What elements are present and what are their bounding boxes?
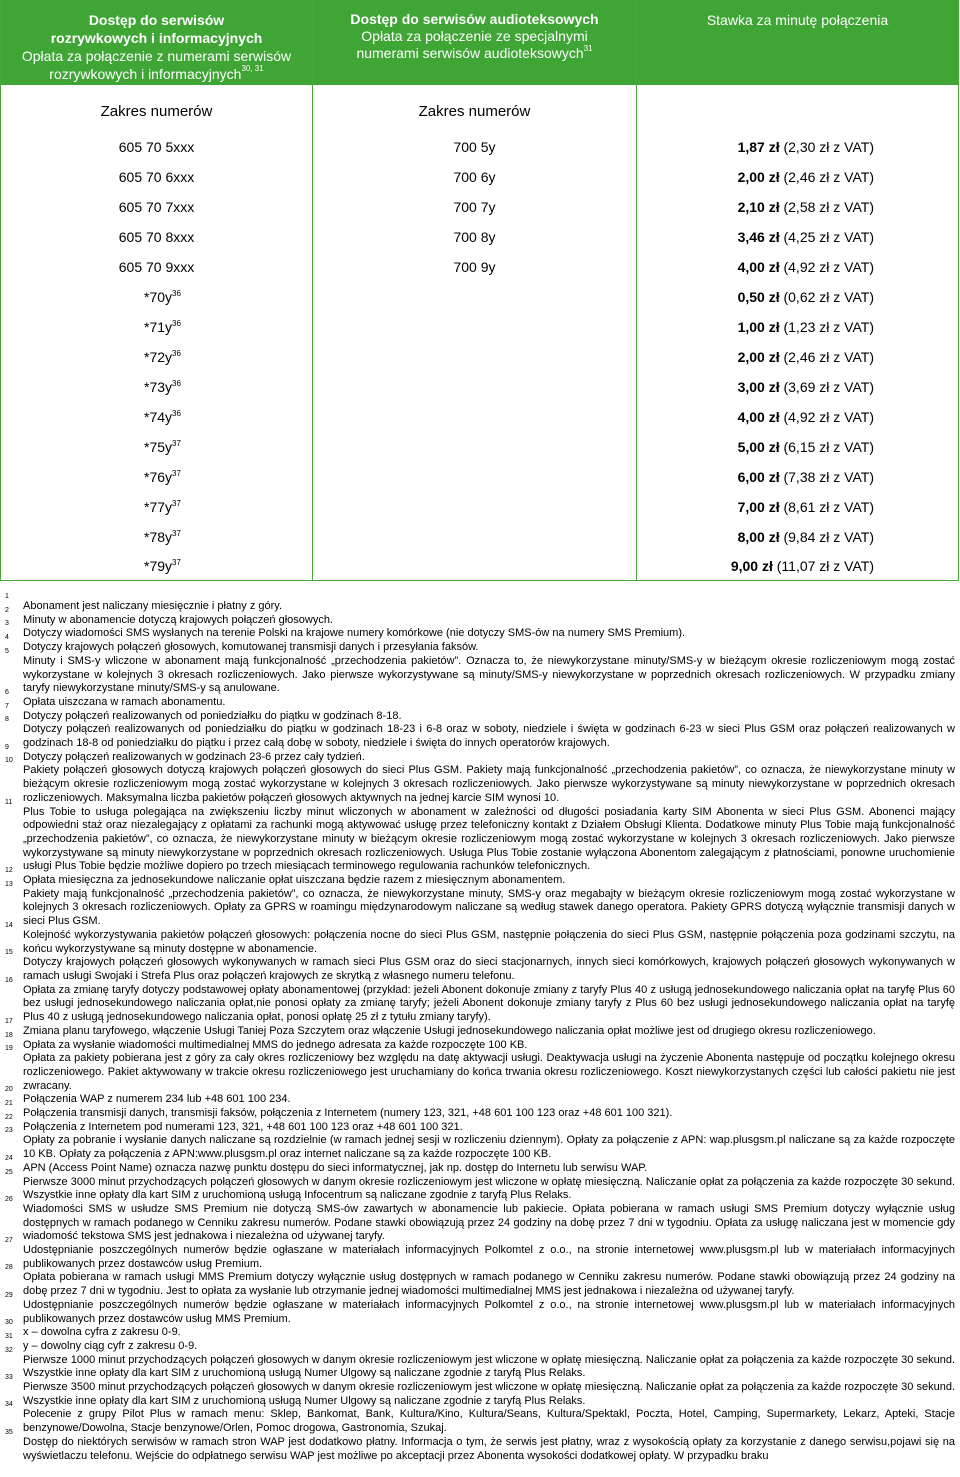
table-row [1,552,959,581]
footnote-text: Dostęp do niektórych serwisów w ramach stron WAP jest dodatkowo płatny. Informacja o tym, że serwis jest płatny, wraz z wysokością opłaty za korzystanie z danego serwisu,pojawi się na wyświetlaczu telefonu. Wejście do odpłatnego serwisu WAP jest możliwe po akceptacji przez Abonenta wysokości dodatkowej opłaty. W przypadku braku [23,1435,955,1462]
footnote-text: Pierwsze 3000 minut przychodzących połączeń głosowych w danym okresie rozliczeniowym jest wliczone w opłatę miesięczną. Naliczanie opłat za połączenia za każde rozpoczęte 30 sekund. Wszystkie inne opłaty dla kart SIM z uruchomioną usługą Infocentrum są naliczane zgodnie z taryfą Plus Relaks. [23,1175,955,1202]
table-row [1,432,959,462]
footnote-number: 12 [5,867,13,875]
star-code: $*72y^{36}$ [1,342,313,372]
footnote-text: Pierwsze 3500 minut przychodzących połączeń głosowych w danym okresie rozliczeniowym jest wliczone w opłatę miesięczną. Naliczanie opłat za połączenia za każde rozpoczęte 30 sekund. Wszystkie inne opłaty dla kart SIM z uruchomioną usługą Numer Ulgowy są naliczane zgodnie z taryfą Plus Relaks. [23,1381,955,1407]
header-col-rate: Stawka za minutę połączenia [637,0,959,85]
footnote-number: 31 [5,1332,13,1340]
footnote-number: 9 [5,743,9,751]
table-row [1,282,959,312]
footnote [5,1086,955,1107]
footnote [5,1195,955,1244]
footnote-number: 5 [5,647,9,655]
rate-cell: 3,00 zł (3,69 zł z VAT) [637,372,959,402]
footnote-text: Abonament jest naliczany miesięcznie i płatny z góry. [23,600,283,612]
footnotes [5,593,955,1463]
table-row [1,522,959,552]
footnote-text: Dotyczy połączeń realizowanych od poniedziałku do piątku w godzinach 8-18. [23,709,402,722]
number-range-entertainment: 605 70 6xxx [1,162,313,192]
footnote-text: Opłata za pakiety pobierana jest z góry za cały okres rozliczeniowy bez względu na datę aktywacji usługi. Deaktywacja usługi na życzenie Abonenta następuje od początku kolejnego okresu rozliczeniowego. Pakiet aktywowany w trakcie okresu rozliczeniowego jest uruchamiany do końca trwania okresu rozliczeniowego. Koszt niewykorzystanych części lub całości pakietu nie jest zwracany. [23,1052,955,1092]
footnote [5,702,955,724]
rate-cell: 4,00 zł (4,92 zł z VAT) [637,402,959,432]
footnote-number: 32 [5,1346,13,1354]
footnote-number: 19 [5,1045,13,1053]
table-row [1,192,959,222]
number-range-entertainment: 605 70 8xxx [1,222,313,252]
footnote-number: 10 [5,757,13,765]
table-row [1,372,959,402]
footnote-text: Pakiety połączeń głosowych dotyczą krajowych połączeń głosowych do sieci Plus GSM. Pakiety mają funkcjonalność „przechodzenia pakietów”, co oznacza, że niewykorzystane minuty w bieżącym okresie rozliczeniowym mogą zostać wykorzystane w kolejnych 3 okresach rozliczeniowych. Jako pierwsze wykorzystywane są minuty niewykorzystane w poprzednich okresach rozliczeniowych. Maksymalna liczba pakietów połączeń głosowych aktywnych na jednej karcie SIM wynosi 10. [23,764,955,804]
footnote-text: Opłaty za pobranie i wysłanie danych naliczane są rozdzielnie (w ramach jednej sesji w rozliczeniu dziennym). Opłaty za połączenie z APN: wap.plusgsm.pl naliczane są za każde rozpoczęte 10 KB. Opłaty za połączenia z APN:www.plusgsm.pl oraz internet naliczane są za każde rozpoczęte 100 KB. [23,1134,955,1161]
number-range-entertainment: 605 70 5xxx [1,132,313,162]
footnote-text: Połączenia z Internetem pod numerami 123, 321, +48 601 100 123 oraz +48 601 100 321. [23,1120,463,1133]
footnote-text: Opłata miesięczna za jednosekundowe naliczanie opłat uiszczana będzie razem z miesięcznym abonamentem. [23,874,566,887]
table-header [1,0,959,85]
footnote-text: Dotyczy wiadomości SMS wysłanych na terenie Polski na krajowe numery komórkowe (nie dotyczy SMS-ów na numery SMS Premium). [23,627,686,640]
footnote-number: 34 [5,1401,13,1409]
footnote-text: y – dowolny ciąg cyfr z zakresu 0-9. [23,1339,198,1352]
footnote-text: Opłata pobierana w ramach usługi MMS Premium dotyczy wyłącznie usług dostępnych w ramach podanego w Cenniku zakresu numerów. Podane stawki obowiązują przez 24 godziny na dobę przez 7 dni w tygodniu. Jest to opłata za wysłanie lub otrzymanie jednej wiadomości multimedialnej MMS jest jednakowa i niezależna od używanej taryfy. [23,1271,955,1298]
footnote [5,757,955,805]
number-range-audiotext: 700 9y [313,252,637,282]
star-code: $*73y^{36}$ [1,372,313,402]
subheader-number-range: Zakres numerów [1,85,313,132]
rate-cell: 3,46 zł (4,25 zł z VAT) [637,222,959,252]
footnote [5,716,955,750]
footnote-number: 17 [5,1017,13,1025]
star-code: $*78y^{37}$ [1,522,313,552]
footnote [5,593,955,614]
footnote-text: Dotyczy krajowych połączeń głosowych wykonywanych w ramach sieci Plus GSM oraz do sieci stacjonarnych, innych sieci komórkowych, krajowych połączeń głosowych wykonywanych w ramach usługi Swojaki i Strefa Plus oraz połączeń krajowych ze skrytką z własnego numeru telefonu. [23,956,955,982]
footnote-number: 33 [5,1374,13,1382]
table-subheader [1,85,959,132]
star-code: $*74y^{36}$ [1,402,313,432]
footnote-text: Pakiety mają funkcjonalność „przechodzenia pakietów”, co oznacza, że niewykorzystane minuty, SMS-y oraz megabajty w bieżącym okresie rozliczeniowym mogą zostać wykorzystane w kolejnych 3 okresach rozliczeniowych. Opłaty za GPRS w roamingu międzynarodowym naliczane są według stawek danego operatora. Pakiety GPRS dotyczą wyłącznie transmisji danych w sieci Plus GSM. [23,887,955,928]
footnote-text: Plus Tobie to usługa polegająca na zwiększeniu liczby minut wliczonych w abonament w zależności od długości posiadania karty SIM Abonenta w sieci Plus GSM. Abonenci mający odpowiedni staż oraz niezalegający z opłatami za rachunki mogą aktywować usługę przez telefoniczny kontakt z Działem Obsługi Klienta. Dodatkowe minuty Plus Tobie mają funkcjonalność „przechodzenia pakietów”, co oznacza, że niewykorzystane minuty w bieżącym okresie rozliczeniowym mogą zostać wykorzystane w kolejnych 3 okresach rozliczeniowych. Jako pierwsze wykorzystywane są minuty niewykorzystane w poprzednich okresach rozliczeniowych. Usługa Plus Tobie zostanie wyłączona Abonentom zalegającym z płatnościami, ponowne uruchomienie usługi Plus Tobie będzie możliwe dopiero po trzech miesiącach terminowego regulowania rachunków telefonicznych. [23,805,955,873]
number-range-audiotext: 700 6y [313,162,637,192]
footnote [5,1291,955,1326]
star-code: $*77y^{37}$ [1,492,313,522]
footnote-text: APN (Access Point Name) oznacza nazwę punktu dostępu do sieci informatycznej, jak np. dostęp do Internetu lub serwisu WAP. [23,1161,648,1174]
star-code: $*75y^{37}$ [1,432,313,462]
footnote-text: Kolejność wykorzystywania pakietów połączeń głosowych: połączenia nocne do sieci Plus GSM, następnie połączenia do sieci Plus GSM, następnie połączenia poza godzinami szczytu, na końcu wykorzystywane są minuty dostępne w abonamencie. [23,928,955,955]
star-code: $*79y^{37}$ [1,552,313,581]
footnote-text: Połączenia WAP z numerem 234 lub +48 601 100 234. [23,1093,291,1106]
table-row [1,222,959,252]
footnote [5,743,955,765]
rate-cell: 0,50 zł (0,62 zł z VAT) [637,282,959,312]
footnote [5,1374,955,1408]
rate-cell: 7,00 zł (8,61 zł z VAT) [637,492,959,522]
footnote-text: x – dowolna cyfra z zakresu 0-9. [23,1326,181,1339]
footnote-number: 35 [5,1428,13,1436]
header-col-audiotext: Dostęp do serwisów audioteksowych Opłata za połączenie ze specjalnymi numerami serwisów audioteksowych$^{31}$ [313,0,637,85]
footnote-number: 15 [5,949,13,957]
footnote-number: 6 [5,688,9,696]
number-range-audiotext: 700 7y [313,192,637,222]
footnote-number: 25 [5,1168,13,1176]
number-range-entertainment: 605 70 9xxx [1,252,313,282]
footnote-text: Minuty i SMS-y wliczone w abonament mają funkcjonalność „przechodzenia pakietów”. Oznacza to, że niewykorzystane minuty/SMS-y w bieżącym okresie rozliczeniowym mogą zostać wykorzystane w kolejnych 3 okresach rozliczeniowych. Jako pierwsze wykorzystywane są minuty/SMS-y niewykorzystane w poprzednich okresach rozliczeniowych. W przypadku zmiany taryfy niewykorzystane minuty/SMS-y są anulowane. [23,654,955,695]
rate-cell: 1,00 zł (1,23 zł z VAT) [637,312,959,342]
rate-cell: 5,00 zł (6,15 zł z VAT) [637,432,959,462]
footnote-number: 8 [5,716,9,724]
footnote-number: 24 [5,1154,13,1162]
footnote [5,1428,955,1463]
footnote-number: 23 [5,1127,13,1135]
footnote [5,620,955,641]
footnote [5,976,955,1025]
footnote [5,949,955,983]
footnote-number: 4 [5,634,9,642]
footnote [5,1154,955,1176]
footnote-number: 13 [5,880,13,888]
table-row [1,342,959,372]
footnote-text: Opłata uiszczana w ramach abonamentu. [23,695,226,708]
footnote-number: 18 [5,1031,13,1039]
footnote-text: Połączenia transmisji danych, transmisji faksów, połączenia z Internetem (numery 123, 321, +48 601 100 123 oraz +48 601 100 321). [23,1107,673,1120]
rate-cell: 2,00 zł (2,46 zł z VAT) [637,342,959,372]
footnote-number: 14 [5,921,13,929]
footnote-number: 20 [5,1086,13,1094]
footnote-number: 29 [5,1291,13,1299]
footnote-text: Udostępnianie poszczególnych numerów będzie ogłaszane w materiałach informacyjnych Polkomtel z o.o., na stronie internetowej www.plusgsm.pl lub w materiałach informacyjnych publikowanych przez dostawców usług MMS Premium. [23,1298,955,1325]
rate-table [0,0,959,581]
table-row [1,132,959,162]
footnote-number: 27 [5,1237,13,1245]
footnote-number: 22 [5,1113,13,1121]
footnote-text: Opłata za zmianę taryfy dotyczy podstawowej opłaty abonamentowej (przykład: jeżeli Abonent dokonuje zmiany z taryfy Plus 40 z usługą jednosekundowego naliczania opłat na taryfę Plus 60 bez usługi jednosekundowego naliczania opłat,nie ponosi opłaty za zmianę taryfy; jeżeli Abonent dokonuje zmiany taryfy z Plus 60 bez usługi jednosekundowego naliczania opłat na taryfę Plus 40 z usługą jednosekundowego naliczania opłat, ponosi opłatę 25 zł z tytułu zmiany taryfy). [23,983,955,1024]
number-range-audiotext: 700 8y [313,222,637,252]
table-row [1,492,959,522]
footnote [5,1264,955,1298]
footnote [5,867,955,888]
footnote [5,1319,955,1340]
footnote-number: 11 [5,798,13,806]
footnote [5,688,955,710]
footnote-number: 2 [5,606,9,614]
rate-cell: 4,00 zł (4,92 zł z VAT) [637,252,959,282]
rate-cell: 1,87 zł (2,30 zł z VAT) [637,132,959,162]
footnote [5,1237,955,1271]
rate-cell: 2,00 zł (2,46 zł z VAT) [637,162,959,192]
footnote-number: 7 [5,702,9,710]
table-row [1,312,959,342]
footnote-text: Udostępnianie poszczególnych numerów będzie ogłaszane w materiałach informacyjnych Polkomtel z o.o., na stronie internetowej www.plusgsm.pl lub w materiałach informacyjnych publikowanych przez dostawców usług Premium. [23,1244,955,1270]
footnote-text: Zmiana planu taryfowego, włączenie Usługi Taniej Poza Szczytem oraz włączenie Usługi jednosekundowego naliczania opłat możliwe jest od drugiego okresu rozliczeniowego. [23,1024,876,1037]
footnote-text: Dotyczy połączeń realizowanych w godzinach 23-6 przez cały tydzień. [23,750,365,763]
footnote-number: 30 [5,1319,13,1327]
rate-cell: 9,00 zł (11,07 zł z VAT) [637,552,959,581]
footnote-text: Pierwsze 1000 minut przychodzących połączeń głosowych w danym okresie rozliczeniowym jest wliczone w opłatę miesięczną. Naliczanie opłat za połączenia za każde rozpoczęte 30 sekund. Wszystkie inne opłaty dla kart SIM z uruchomioną usługą Numer Ulgowy są naliczane zgodnie z taryfą Plus Relaks. [23,1353,955,1380]
rate-cell: 2,10 zł (2,58 zł z VAT) [637,192,959,222]
header-col-entertainment: Dostęp do serwisów rozrywkowych i informacyjnych Opłata za połączenie z numerami serwisów rozrywkowych i informacyjnych$^{30, 31}$ [1,0,313,85]
footnote-text: Minuty w abonamencie dotyczą krajowych połączeń głosowych. [23,613,333,626]
footnote-text: Dotyczy krajowych połączeń głosowych, komutowanej transmisji danych i przesyłania faksów. [23,641,479,654]
star-code: $*71y^{36}$ [1,312,313,342]
footnote [5,1346,955,1381]
footnote-text: Polecenie z grupy Pilot Plus w ramach menu: Sklep, Bankomat, Bank, Kultura/Kino, Kultura/Seans, Kultura/Spektakl, Poczta, Hotel, Camping, Supermarkety, Lekarz, Apteki, Stacje benzynowe/Dowolna, Stacje benzynowe/Orlen, Pomoc drogowa, Gastronomia, Szukaj. [23,1408,955,1435]
footnote [5,1031,955,1053]
footnote-number: 1 [5,593,9,600]
number-range-audiotext: 700 5y [313,132,637,162]
footnote [5,798,955,875]
footnote-number: 3 [5,620,9,628]
footnote-text: Dotyczy połączeń realizowanych od poniedziałku do piątku w godzinach 18-23 i 6-8 oraz w soboty, niedziele i święta w godzinach 6-23 w sieci Plus GSM oraz połączeń realizowanych w godzinach 18-8 od poniedziałku do piątku i przez całą dobę w soboty, niedziele i święta do innych operatorów krajowych. [23,723,955,750]
footnote-text: Wiadomości SMS w usłudze SMS Premium nie dotyczą SMS-ów zawartych w abonamencie lub pakiecie. Opłata pobierana w ramach usługi SMS Premium dotyczy wyłącznie usług dostępnych w ramach podanego w Cenniku zakresu numerów. Podane stawki obowiązują przez 24 godziny na dobę przez 7 dni w tygodniu. Opłata za usługę naliczana jest w momencie gdy wiadomość tekstowa SMS jest jednakowa i niezależna od używanej taryfy. [23,1202,955,1243]
footnote-text: Opłata za wysłanie wiadomości multimedialnej MMS do jednego adresata za każde rozpoczęte 100 KB. [23,1038,528,1051]
table-row [1,462,959,492]
footnote-number: 16 [5,976,13,984]
footnote-number: 21 [5,1100,13,1108]
footnote [5,1127,955,1161]
footnote [5,1045,955,1093]
table-row [1,402,959,432]
rate-cell: 8,00 zł (9,84 zł z VAT) [637,522,959,552]
footnote [5,634,955,655]
number-range-entertainment: 605 70 7xxx [1,192,313,222]
footnote [5,1401,955,1435]
table-row [1,162,959,192]
footnote-number: 28 [5,1264,13,1272]
footnote [5,921,955,956]
star-code: $*70y^{36}$ [1,282,313,312]
footnote [5,1168,955,1203]
table-row [1,252,959,282]
footnote [5,1100,955,1121]
star-code: $*76y^{37}$ [1,462,313,492]
footnote [5,1017,955,1039]
rate-cell: 6,00 zł (7,38 zł z VAT) [637,462,959,492]
footnote-number: 26 [5,1195,13,1203]
subheader-number-range: Zakres numerów [313,85,637,132]
